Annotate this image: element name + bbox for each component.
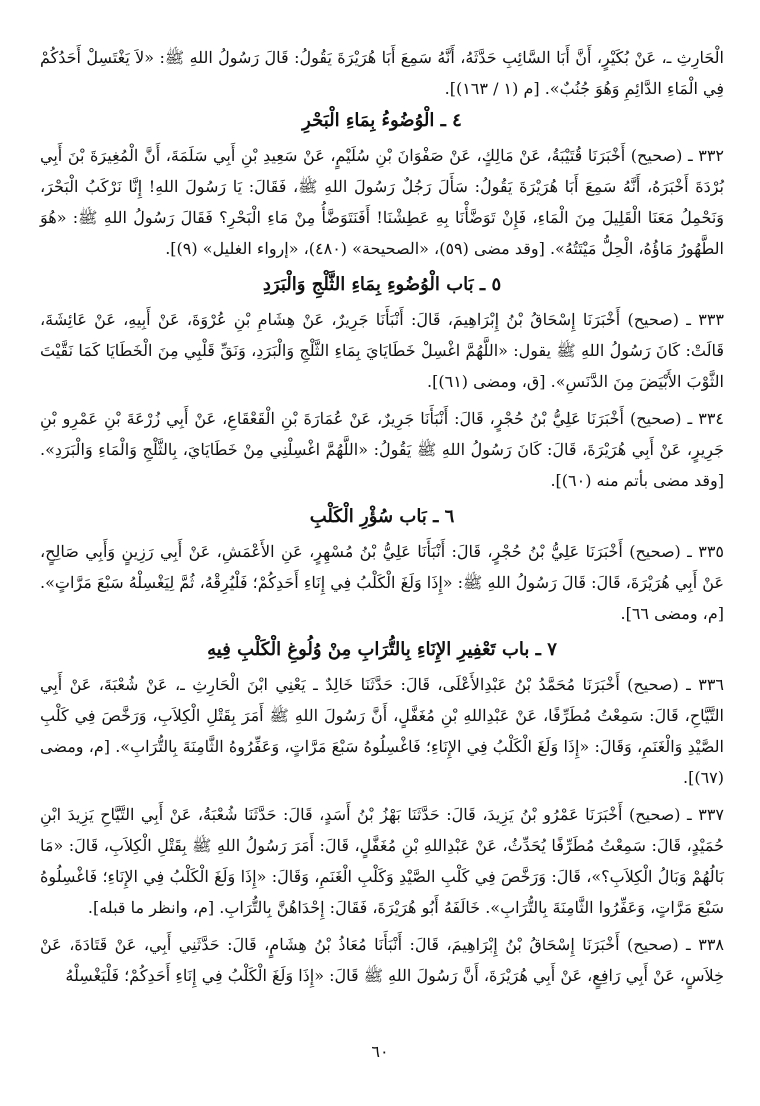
text-paragraph: الْحَارِثِ ـ، عَنْ بُكَيْرٍ، أَنَّ أَبَا السَّائِبِ حَدَّثَهُ، أَنَّهُ سَمِعَ أَبَا هُرَيْرَةَ يَقُولُ: قَالَ رَسُولُ اللهِ ﷺ: «لاَ يَغْتَسِلْ أَحَدُكُمْ فِي الْمَاءِ الدَّائِمِ وَهُوَ جُنُبٌ». [م (١ / ١٦٣)]. bbox=[40, 48, 724, 98]
chapter-heading: ٦ ـ بَاب سُؤْرِ الْكَلْبِ bbox=[309, 506, 455, 527]
hadith-334: ٣٣٤ ـ (صحيح) أَخْبَرَنَا عَلِيُّ بْنُ حُجْرٍ، قَالَ: أَنْبَأَنَا جَرِيرٌ، عَنْ عُمَارَةَ بْنِ الْقَعْقَاعِ، عَنْ أَبِي زُرْعَةَ بْنِ عَمْرِو بْنِ جَرِيرٍ، عَنْ أَبِي هُرَيْرَةَ، قَالَ: كَانَ رَسُولُ اللهِ ﷺ يَقُولُ: «اللَّهُمَّ اغْسِلْنِي مِنْ خَطَايَايَ، بِالثَّلْجِ وَالْمَاءِ وَالْبَرَدِ». [وقد مضى بأتم منه (٦٠)]. bbox=[40, 409, 724, 490]
hadith-338: ٣٣٨ ـ (صحيح) أَخْبَرَنَا إِسْحَاقُ بْنُ إِبْرَاهِيمَ، قَالَ: أَنْبَأَنَا مُعَاذُ بْنُ هِشَامٍ، قَالَ: حَدَّثَنِي أَبِي، عَنْ قَتَادَةَ، عَنْ خِلاَسٍ، عَنْ أَبِي رَافِعٍ، عَنْ أَبِي هُرَيْرَةَ، أَنَّ رَسُولَ اللهِ ﷺ قَالَ: «إِذَا وَلَغَ الْكَلْبُ فِي إِنَاءِ أَحَدِكُمْ؛ فَلْيَغْسِلْهُ bbox=[40, 935, 724, 985]
hadith-332: ٣٣٢ ـ (صحيح) أَخْبَرَنَا قُتَيْبَةُ، عَنْ مَالِكٍ، عَنْ صَفْوَانَ بْنِ سُلَيْمٍ، عَنْ سَعِيدِ بْنِ أَبِي سَلَمَةَ، أَنَّ الْمُغِيرَةَ بْنَ أَبِي بُرْدَةَ أَخْبَرَهُ، أَنَّهُ سَمِعَ أَبَا هُرَيْرَةَ يَقُولُ: سَأَلَ رَجُلٌ رَسُولَ اللهِ ﷺ، فَقَالَ: يَا رَسُولَ اللهِ! إِنَّا نَرْكَبُ الْبَحْرَ، وَنَحْمِلُ مَعَنَا الْقَلِيلَ مِنَ الْمَاءِ، فَإِنْ تَوَضَّأْنَا بِهِ عَطِشْنَا! أَفَنَتَوَضَّأُ مِنْ مَاءِ الْبَحْرِ؟ فَقَالَ رَسُولُ اللهِ ﷺ: «هُوَ الطَّهُورُ مَاؤُهُ، الْحِلُّ مَيْتَتُهُ». [وقد مضى (٥٩)، «الصحيحة» (٤٨٠)، «إرواء الغليل» (٩)]. bbox=[40, 146, 724, 258]
page-number: ٦٠ bbox=[371, 1042, 389, 1061]
chapter-heading: ٤ ـ الْوُضُوءُ بِمَاءِ الْبَحْرِ bbox=[302, 110, 462, 131]
hadith-333: ٣٣٣ ـ (صحيح) أَخْبَرَنَا إِسْحَاقُ بْنُ إِبْرَاهِيمَ، قَالَ: أَنْبَأَنَا جَرِيرٌ، عَنْ هِشَامِ بْنِ عُرْوَةَ، عَنْ أَبِيهِ، عَنْ عَائِشَةَ، قَالَتْ: كَانَ رَسُولُ اللهِ ﷺ يقول: «اللَّهُمَّ اغْسِلْ خَطَايَايَ بِمَاءِ الثَّلْجِ وَالْبَرَدِ، وَنَقِّ قَلْبِي مِنَ الْخَطَايَا كَمَا نَقَّيْتَ الثَّوْبَ الأَبْيَضَ مِنَ الدَّنَسِ». [ق، ومضى (٦١)]. bbox=[40, 310, 724, 391]
hadith-335: ٣٣٥ ـ (صحيح) أَخْبَرَنَا عَلِيُّ بْنُ حُجْرٍ، قَالَ: أَنْبَأَنَا عَلِيُّ بْنُ مُسْهِرٍ، عَنِ الأَعْمَشِ، عَنْ أَبِي رَزِينٍ وَأَبِي صَالِحٍ، عَنْ أَبِي هُرَيْرَةَ، قَالَ: قَالَ رَسُولُ اللهِ ﷺ: «إِذَا وَلَغَ الْكَلْبُ فِي إِنَاءِ أَحَدِكُمْ؛ فَلْيُرِقْهُ، ثُمَّ لِيَغْسِلْهُ سَبْعَ مَرَّاتٍ». [م، ومضى ٦٦]. bbox=[40, 542, 725, 623]
chapter-heading: ٥ ـ بَاب الْوُضُوءِ بِمَاءِ الثَّلْجِ وَالْبَرَدِ bbox=[262, 274, 502, 295]
hadith-336: ٣٣٦ ـ (صحيح) أَخْبَرَنَا مُحَمَّدُ بْنُ عَبْدِالأَعْلَى، قَالَ: حَدَّثَنَا خَالِدٌ ـ يَعْنِي ابْنَ الْحَارِثِ ـ، عَنْ شُعْبَةَ، عَنْ أَبِي التَّيَّاحِ، قَالَ: سَمِعْتُ مُطَرِّفًا، عَنْ عَبْدِاللهِ بْنِ مُغَفَّلٍ، أَنَّ رَسُولَ اللهِ ﷺ أَمَرَ بِقَتْلِ الْكِلاَبِ، وَرَخَّصَ فِي كَلْبِ الصَّيْدِ وَالْغَنَمِ، وَقَالَ: «إِذَا وَلَغَ الْكَلْبُ فِي الإِنَاءِ؛ فَاغْسِلُوهُ سَبْعَ مَرَّاتٍ، وَعَفِّرُوهُ الثَّامِنَةَ بِالتُّرَابِ». [م، ومضى (٦٧)]. bbox=[40, 675, 724, 787]
hadith-337: ٣٣٧ ـ (صحيح) أَخْبَرَنَا عَمْرُو بْنُ يَزِيدَ، قَالَ: حَدَّثَنَا بَهْزُ بْنُ أَسَدٍ، قَالَ: حَدَّثَنَا شُعْبَةُ، عَنْ أَبِي التَّيَّاحِ يَزِيدَ ابْنِ حُمَيْدٍ، قَالَ: سَمِعْتُ مُطَرِّفًا يُحَدِّثُ، عَنْ عَبْدِاللهِ بْنِ مُغَفَّلٍ، قَالَ: أَمَرَ رَسُولُ اللهِ ﷺ بِقَتْلِ الْكِلاَبِ، قَالَ: «مَا بَالُهُمْ وَبَالُ الْكِلاَبِ؟»، قَالَ: وَرَخَّصَ فِي كَلْبِ الصَّيْدِ وَكَلْبِ الْغَنَمِ، وَقَالَ: «إِذَا وَلَغَ الْكَلْبُ فِي الإِنَاءِ؛ فَاغْسِلُوهُ سَبْعَ مَرَّاتٍ، وَعَفِّرُوا الثَّامِنَةَ بِالتُّرَابِ». خَالَفَهُ أَبُو هُرَيْرَةَ، فَقَالَ: إِحْدَاهُنَّ بِالتُّرَابِ. [م، وانظر ما قبله]. bbox=[40, 805, 724, 917]
chapter-heading: ٧ ـ باب تَعْفِيرِ الإِنَاءِ بِالتُّرَابِ مِنْ وُلُوغِ الْكَلْبِ فِيهِ bbox=[207, 639, 557, 660]
page-body bbox=[40, 42, 724, 997]
